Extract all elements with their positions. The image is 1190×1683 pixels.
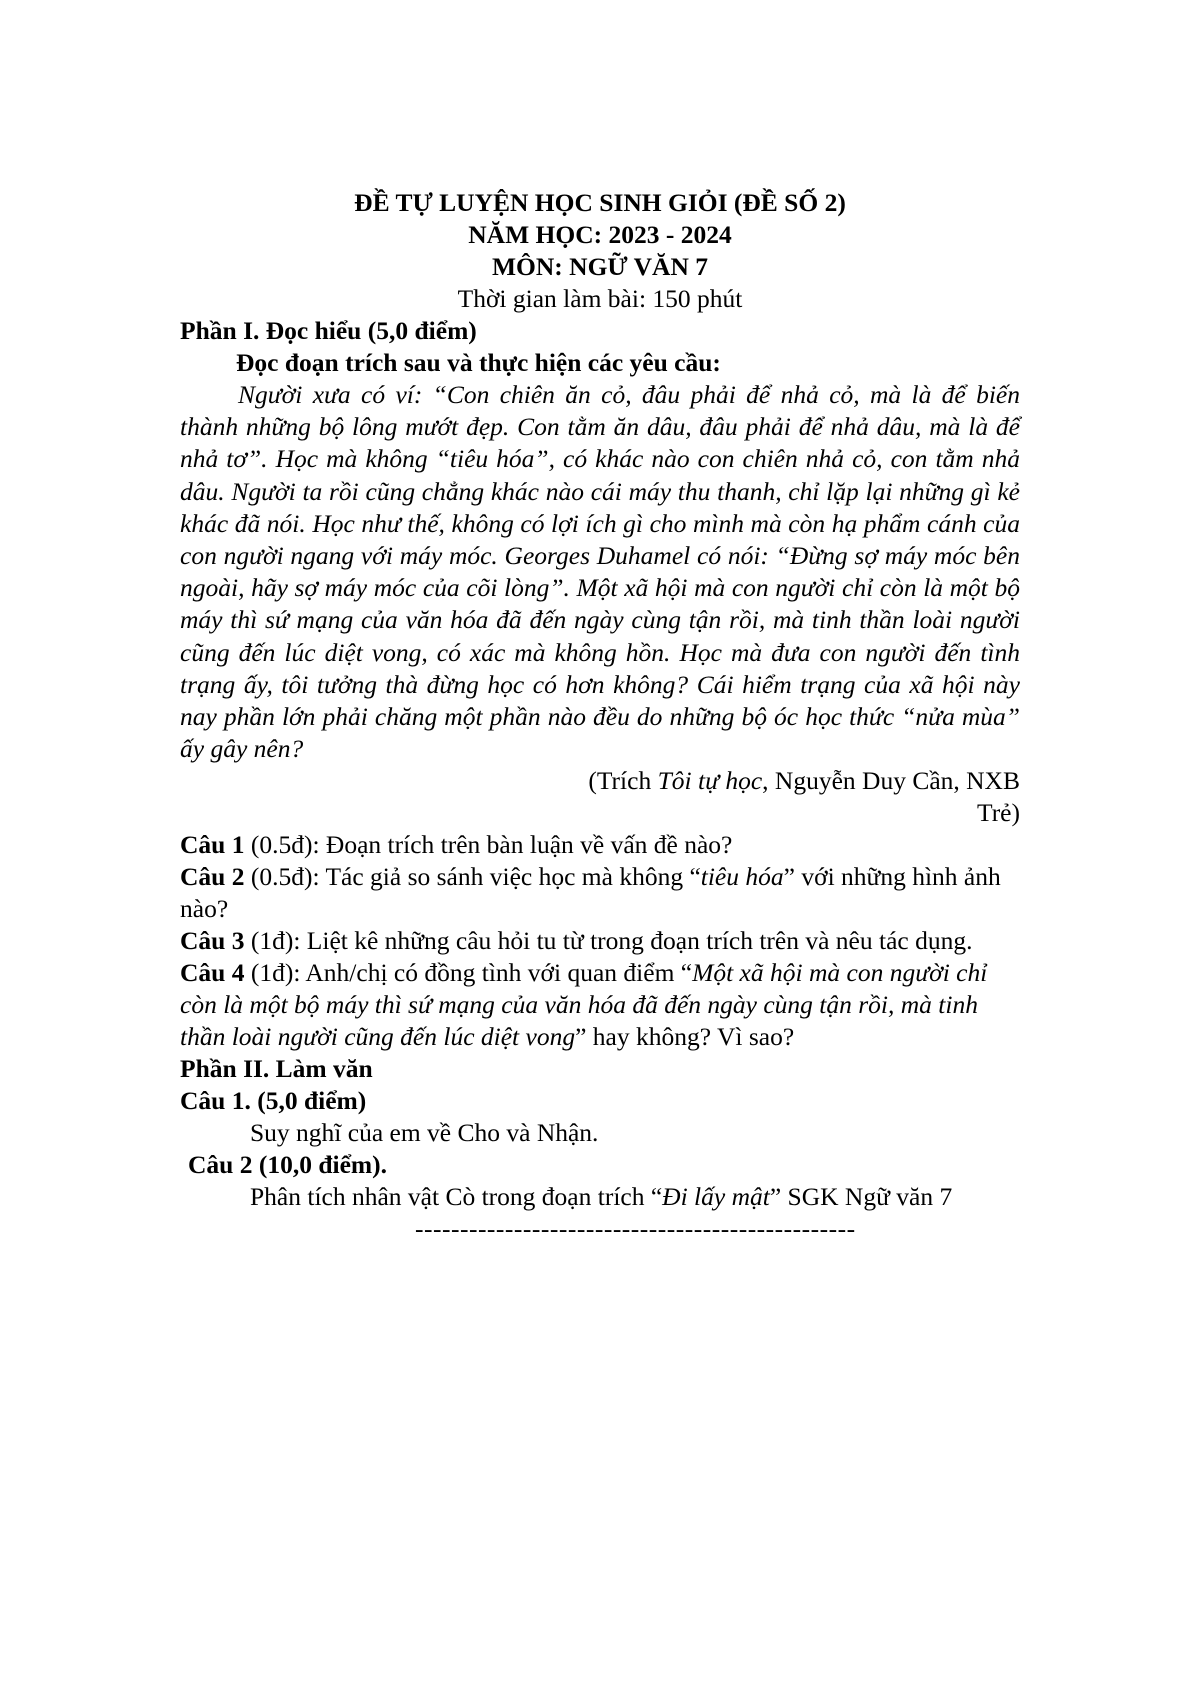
question-points: (1đ) (244, 926, 294, 956)
part2-question-1-text: Suy nghĩ của em về Cho và Nhận. (250, 1118, 599, 1148)
question-text-end: ” hay không? Vì sao? (575, 1022, 795, 1052)
question-points: (0.5đ) (244, 862, 313, 892)
passage-source-line2: Trẻ) (977, 798, 1020, 828)
q2-italic: Đi lấy mật (662, 1182, 770, 1212)
part1-instruction: Đọc đoạn trích sau và thực hiện các yêu cầu: (236, 348, 721, 377)
part2-heading: Phần II. Làm văn (180, 1054, 373, 1084)
part1-heading: Phần I. Đọc hiểu (5,0 điểm) (180, 316, 477, 345)
question-label: Câu 3 (180, 926, 245, 956)
q2-text-end: ” SGK Ngữ văn 7 (769, 1182, 953, 1212)
subject: MÔN: NGỮ VĂN 7 (491, 252, 708, 281)
part2-question-2-text (180, 1181, 1020, 1213)
question-2 (180, 861, 1020, 925)
question-4 (180, 957, 1020, 1053)
question-label: Câu 4 (180, 958, 245, 988)
part2-question-2-heading: Câu 2 (10,0 điểm). (188, 1150, 388, 1180)
source-prefix: (Trích (588, 766, 658, 796)
question-points: (0.5đ) (244, 830, 313, 860)
question-points: (1đ) (244, 958, 294, 988)
question-text-end: ” với những hình ảnh nào? (180, 862, 1001, 924)
question-text: : Tác giả so sánh việc học mà không “ (312, 862, 701, 892)
question-text: : Liệt kê những câu hỏi tu từ trong đoạn trích trên và nêu tác dụng. (293, 926, 973, 956)
question-label: Câu 2 (180, 862, 245, 892)
exam-page (180, 187, 1020, 1245)
end-separator: ------------------------------------------------- (415, 1214, 856, 1244)
passage-source (180, 765, 1020, 797)
question-label: Câu 1 (180, 830, 245, 860)
question-italic: tiêu hóa (700, 862, 784, 892)
q2-text-start: Phân tích nhân vật Cò trong đoạn trích “ (250, 1182, 663, 1212)
school-year: NĂM HỌC: 2023 - 2024 (468, 220, 732, 249)
source-title: Tôi tự học (657, 766, 763, 796)
source-suffix: , Nguyễn Duy Cần, NXB (762, 766, 1020, 796)
exam-title: ĐỀ TỰ LUYỆN HỌC SINH GIỎI (ĐỀ SỐ 2) (354, 188, 846, 217)
question-text: : Anh/chị có đồng tình với quan điểm “ (293, 958, 693, 988)
time-limit: Thời gian làm bài: 150 phút (457, 284, 743, 313)
question-italic: Một xã hội mà con người chỉ còn là một bộ máy thì sứ mạng của văn hóa đã đến ngày cùng tận rồi, mà tinh thần loài người cũng đến lúc diệt vong (180, 958, 988, 1052)
reading-passage: Người xưa có ví: “Con chiên ăn cỏ, đâu phải để nhả cỏ, mà là để biến thành những bộ lông mướt đẹp. Con tằm ăn dâu, đâu phải để nhả dâu, mà là để nhả tơ”. Học mà không “tiêu hóa”, có khác nào con chiên nhả cỏ, con tằm nhả dâu. Người ta rồi cũng chẳng khác nào cái máy thu thanh, chỉ lặp lại những gì kẻ khác đã nói. Học như thế, không có lợi ích gì cho mình mà còn hạ phẩm cánh của con người ngang với máy móc. Georges Duhamel có nói: “Đừng sợ máy móc bên ngoài, hãy sợ máy móc của cõi lòng”. Một xã hội mà con người chỉ còn là một bộ máy thì sứ mạng của văn hóa đã đến ngày cùng tận rồi, mà tinh thần loài người cũng đến lúc diệt vong, có xác mà không hồn. Học mà đưa con người đến tình trạng ấy, tôi tưởng thà đừng học có hơn không? Cái hiểm trạng của xã hội này nay phần lớn phải chăng một phần nào đều do những bộ óc học thức “nửa mùa” ấy gây nên? (180, 380, 1020, 764)
question-1 (180, 829, 1020, 861)
question-3 (180, 925, 1020, 957)
part2-question-1-heading: Câu 1. (5,0 điểm) (180, 1086, 367, 1116)
question-text: : Đoạn trích trên bàn luận về vấn đề nào? (312, 830, 733, 860)
